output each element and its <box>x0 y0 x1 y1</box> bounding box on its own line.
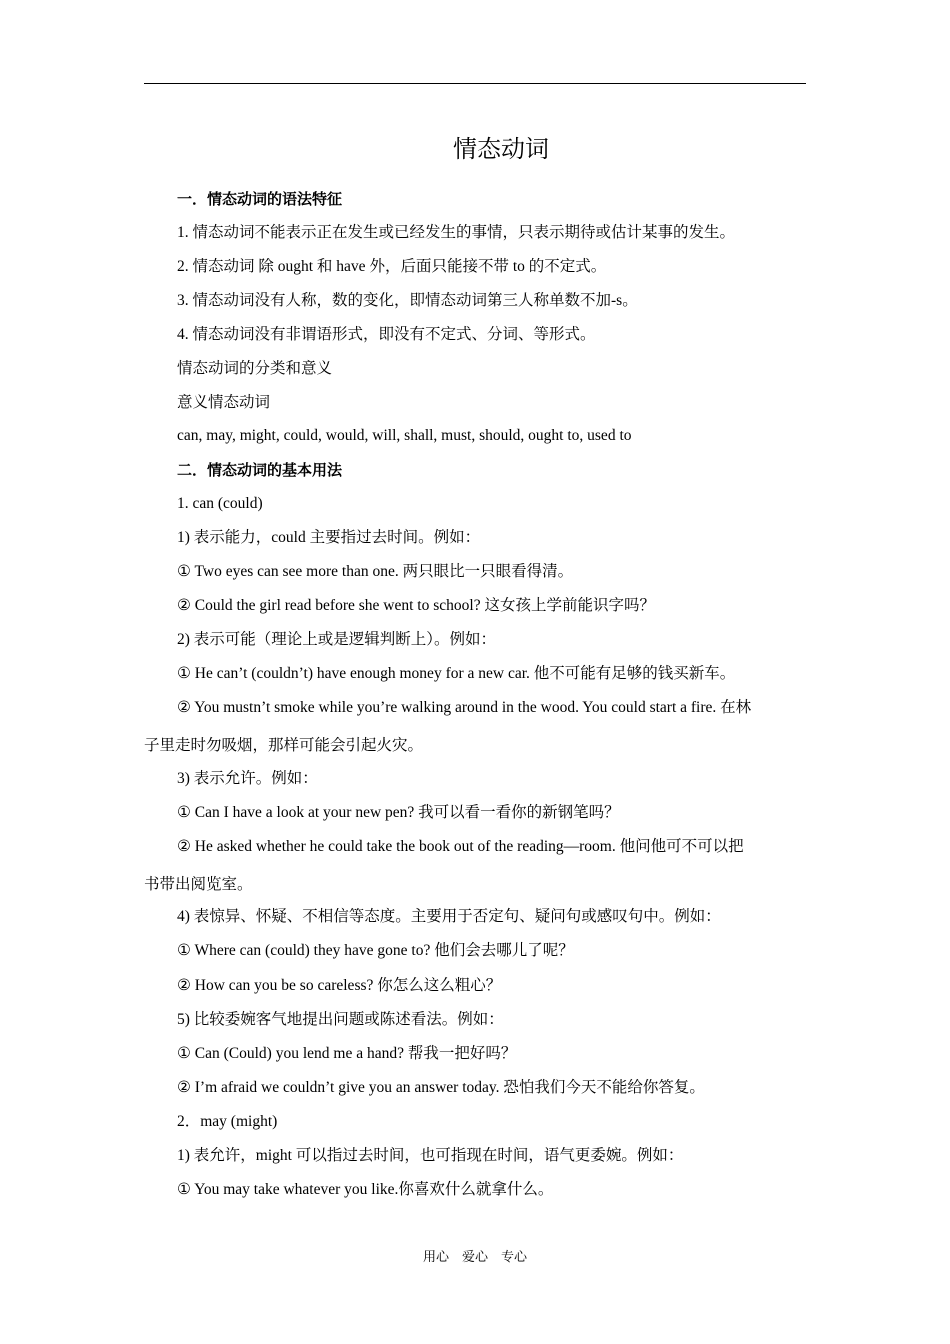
can-usage-1-example-2: ② Could the girl read before she went to school? 这女孩上学前能识字吗？ <box>177 597 655 614</box>
classification-heading: 情态动词的分类和意义 <box>177 360 333 377</box>
can-usage-2-example-1: ① He can’t (couldn’t) have enough money for a new car. 他不可能有足够的钱买新车。 <box>177 665 736 682</box>
may-usage-1-example-1: ① You may take whatever you like.你喜欢什么就拿什么。 <box>177 1181 554 1198</box>
subsection-may: 2．may (might) <box>177 1113 278 1130</box>
can-usage-2-example-2: ② You mustn’t smoke while you’re walking around in the wood. You could start a fire. 在林 <box>177 699 752 716</box>
meaning-modal-label: 意义情态动词 <box>177 394 271 411</box>
can-usage-1: 1) 表示能力，could 主要指过去时间。例如： <box>177 529 481 546</box>
feature-line-4: 4. 情态动词没有非谓语形式，即没有不定式、分词、等形式。 <box>177 326 596 343</box>
can-usage-2-example-2-continued: 子里走时勿吸烟，那样可能会引起火灾。 <box>144 737 424 754</box>
modal-verb-list: can, may, might, could, would, will, shall, must, should, ought to, used to <box>177 427 632 444</box>
can-usage-3-example-1: ① Can I have a look at your new pen? 我可以看一看你的新钢笔吗？ <box>177 804 620 821</box>
can-usage-5-example-2: ② I’m afraid we couldn’t give you an answer today. 恐怕我们今天不能给你答复。 <box>177 1079 705 1096</box>
can-usage-4: 4) 表惊异、怀疑、不相信等态度。主要用于否定句、疑问句或感叹句中。例如： <box>177 908 721 925</box>
header-rule <box>144 83 806 84</box>
can-usage-5: 5) 比较委婉客气地提出问题或陈述看法。例如： <box>177 1011 504 1028</box>
subsection-can: 1. can (could) <box>177 495 263 512</box>
feature-line-3: 3. 情态动词没有人称，数的变化，即情态动词第三人称单数不加-s。 <box>177 292 638 309</box>
can-usage-5-example-1: ① Can (Could) you lend me a hand? 帮我一把好吗？ <box>177 1045 517 1062</box>
can-usage-4-example-2: ② How can you be so careless? 你怎么这么粗心？ <box>177 977 502 994</box>
section-heading-grammar-features: 一．情态动词的语法特征 <box>177 190 343 208</box>
can-usage-3: 3) 表示允许。例如： <box>177 770 318 787</box>
can-usage-1-example-1: ① Two eyes can see more than one. 两只眼比一只眼看得清。 <box>177 563 574 580</box>
page-footer: 用心 爱心 专心 <box>422 1249 527 1264</box>
feature-line-1: 1. 情态动词不能表示正在发生或已经发生的事情，只表示期待或估计某事的发生。 <box>177 224 736 241</box>
section-heading-basic-usage: 二．情态动词的基本用法 <box>177 461 343 479</box>
can-usage-3-example-2-continued: 书带出阅览室。 <box>144 876 253 893</box>
page-title: 情态动词 <box>453 135 549 163</box>
feature-line-2: 2. 情态动词 除 ought 和 have 外，后面只能接不带 to 的不定式。 <box>177 258 607 275</box>
can-usage-4-example-1: ① Where can (could) they have gone to? 他们会去哪儿了呢？ <box>177 942 574 959</box>
may-usage-1: 1) 表允许，might 可以指过去时间，也可指现在时间，语气更委婉。例如： <box>177 1147 684 1164</box>
can-usage-3-example-2: ② He asked whether he could take the book out of the reading—room. 他问他可不可以把 <box>177 838 744 855</box>
can-usage-2: 2) 表示可能（理论上或是逻辑判断上）。例如： <box>177 631 497 648</box>
